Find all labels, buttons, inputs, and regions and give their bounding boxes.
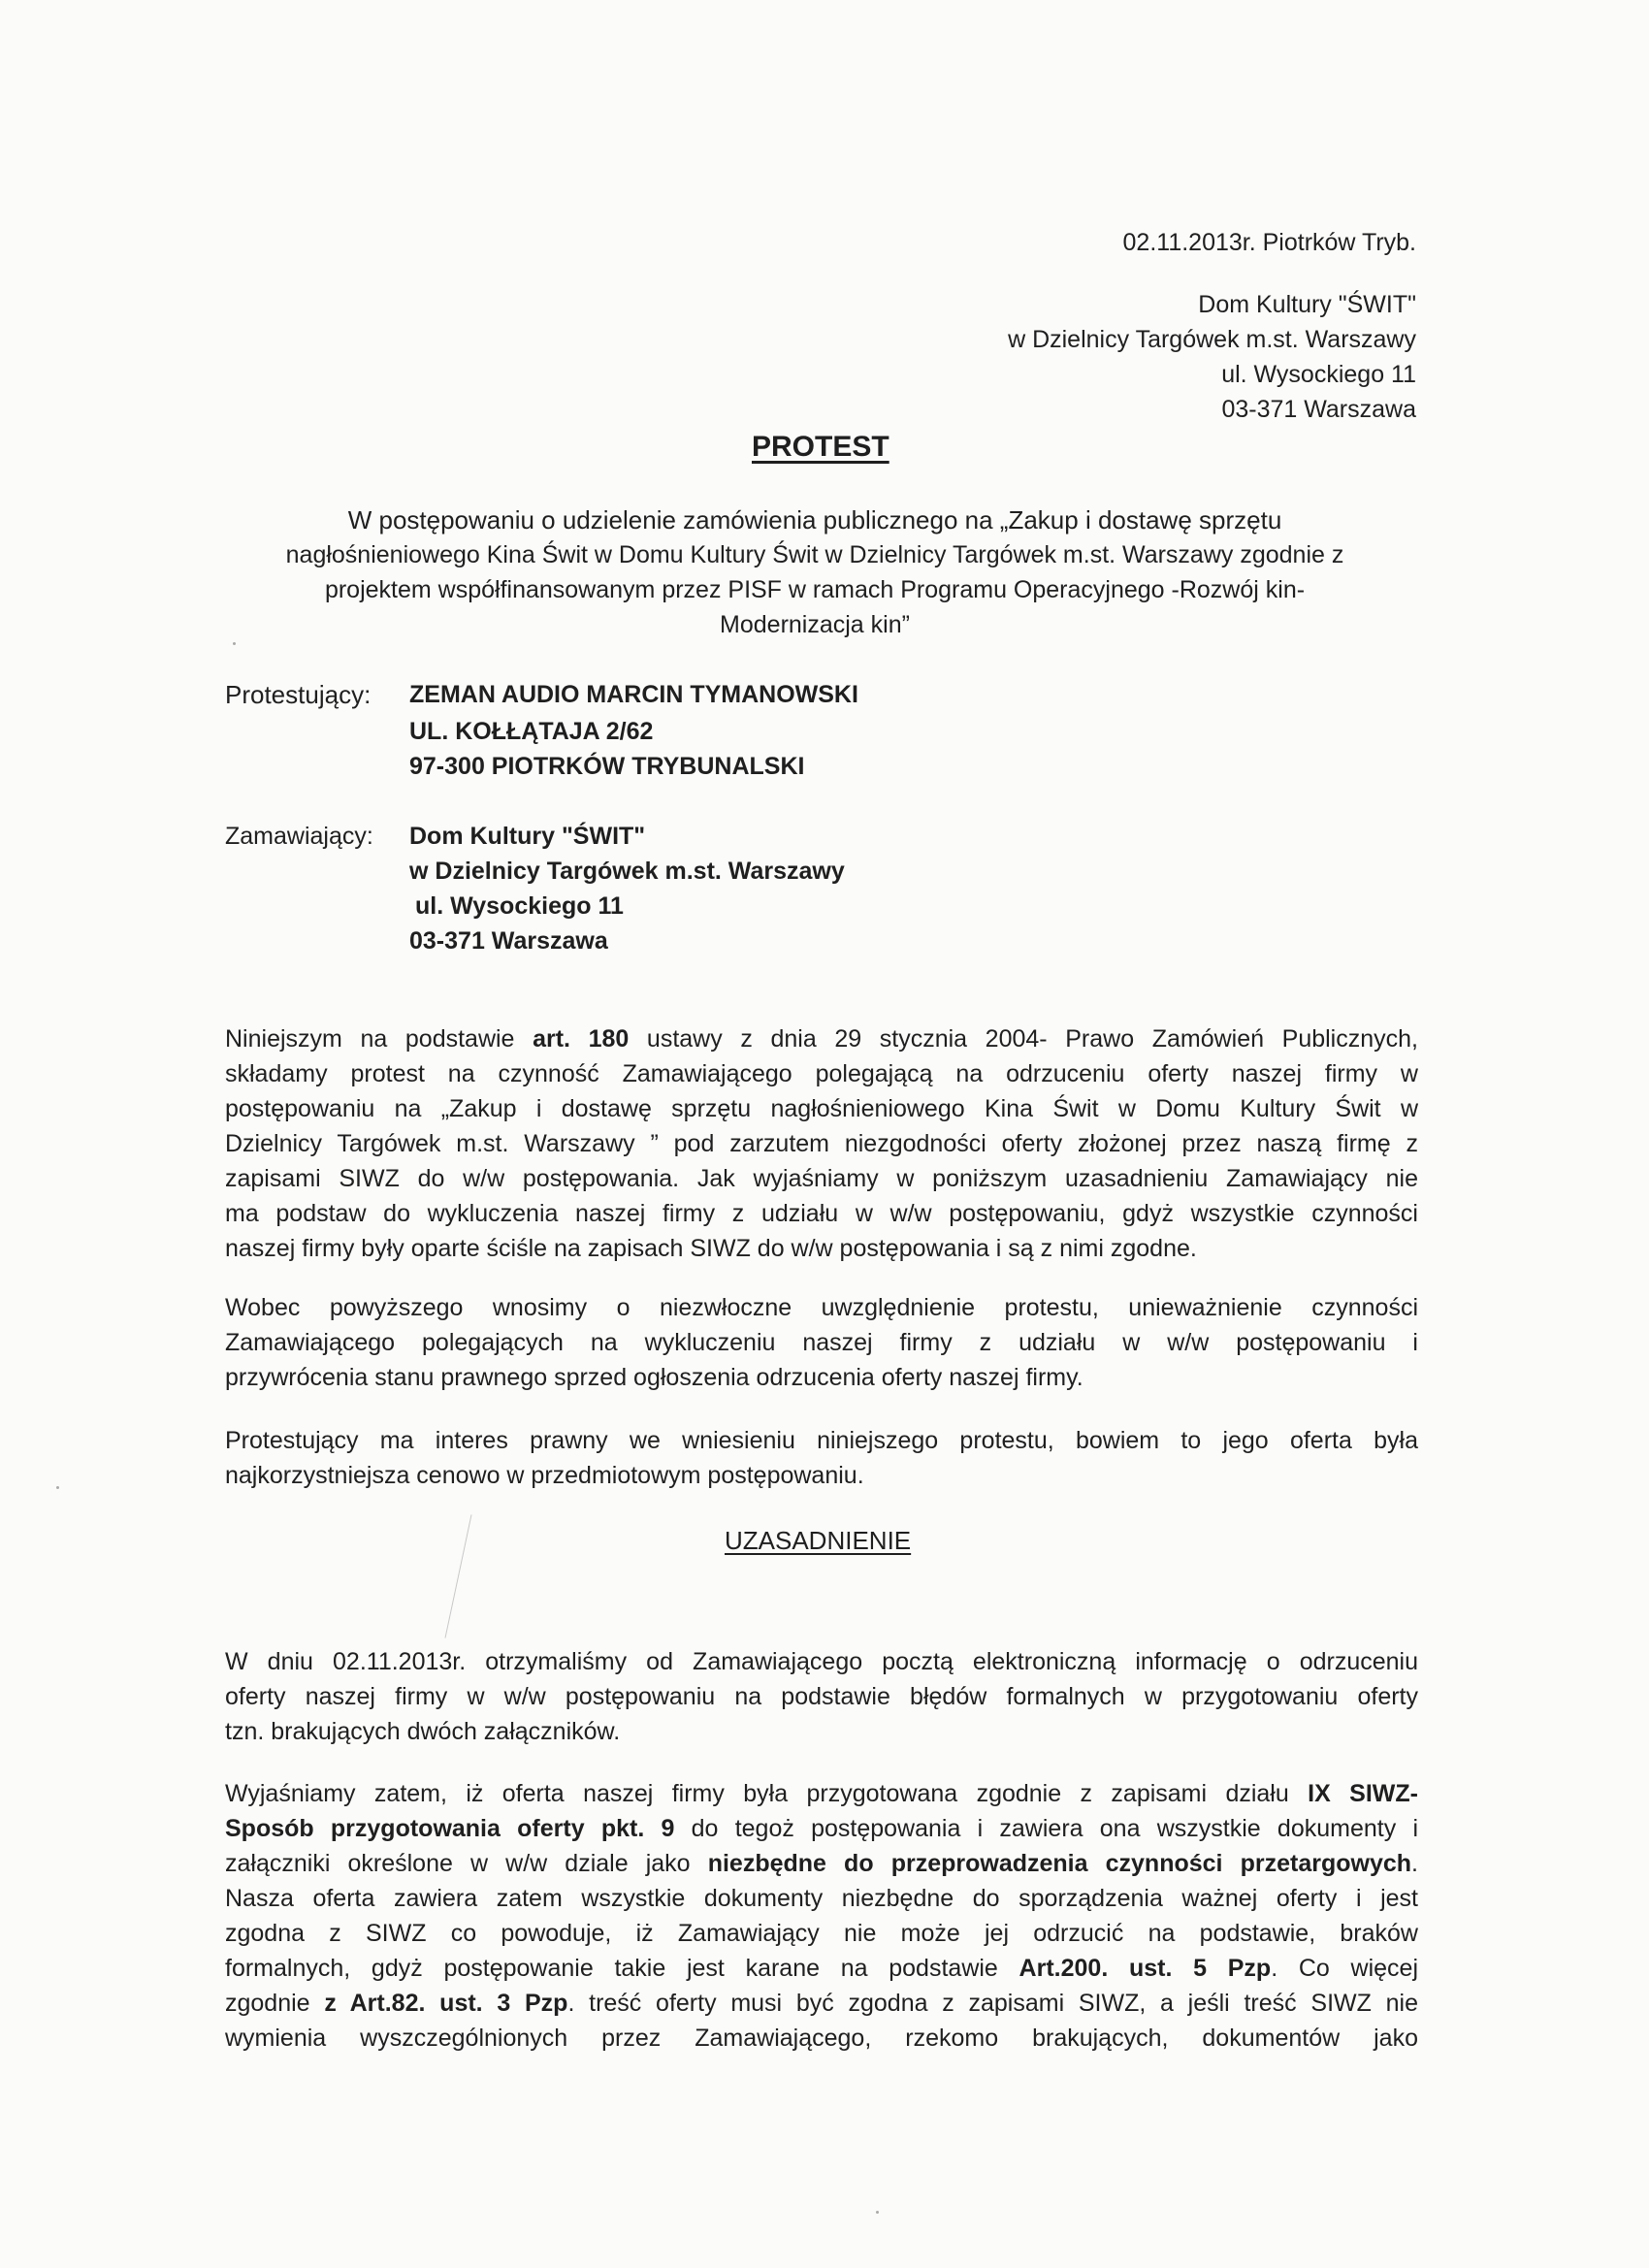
recipient-line: 03-371 Warszawa — [1221, 396, 1416, 423]
subject-line: nagłośnieniowego Kina Świt w Domu Kultury Świt w Dzielnicy Targówek m.st. Warszawy zgodnie z — [285, 541, 1344, 568]
paragraph-line: zgodna z SIWZ co powoduje, iż Zamawiający nie może jej odrzucić na podstawie, braków — [225, 1920, 1418, 1947]
protester-city: 97-300 PIOTRKÓW TRYBUNALSKI — [409, 753, 805, 780]
paragraph-line: postępowaniu na „Zakup i dostawę sprzętu nagłośnieniowego Kina Świt w Domu Kultury Świt w — [225, 1095, 1418, 1122]
justification-heading: UZASADNIENIE — [725, 1526, 912, 1555]
paragraph-line: Dzielnicy Targówek m.st. Warszawy ” pod zarzutem niezgodności oferty złożonej przez naszą firmę z — [225, 1130, 1418, 1157]
paragraph-line: Wobec powyższego wnosimy o niezwłoczne uwzględnienie protestu, unieważnienie czynności — [225, 1294, 1418, 1321]
paragraph-line: Nasza oferta zawiera zatem wszystkie dokumenty niezbędne do sporządzenia ważnej oferty i jest — [225, 1885, 1418, 1912]
paragraph-line: przywrócenia stanu prawnego sprzed ogłoszenia odrzucenia oferty naszej firmy. — [225, 1364, 1083, 1391]
paragraph-line: naszej firmy były oparte ściśle na zapisach SIWZ do w/w postępowania i są z nimi zgodne. — [225, 1235, 1197, 1262]
paragraph-line: ma podstaw do wykluczenia naszej firmy z udziału w w/w postępowaniu, gdyż wszystkie czynności — [225, 1200, 1418, 1227]
paragraph-line: Sposób przygotowania oferty pkt. 9 do tegoż postępowania i zawiera ona wszystkie dokumenty i — [225, 1815, 1418, 1842]
scan-mark — [444, 1514, 471, 1637]
paragraph-line: Protestujący ma interes prawny we wniesieniu niniejszego protestu, bowiem to jego oferta była — [225, 1427, 1418, 1454]
paragraph-line: wymienia wyszczególnionych przez Zamawiającego, rzekomo brakujących, dokumentów jako — [225, 2025, 1418, 2052]
paragraph-line: zapisami SIWZ do w/w postępowania. Jak wyjaśniamy w poniższym uzasadnieniu Zamawiający nie — [225, 1165, 1418, 1192]
paragraph-line: Wyjaśniamy zatem, iż oferta naszej firmy była przygotowana zgodnie z zapisami działu IX SIWZ- — [225, 1780, 1418, 1807]
protester-label: Protestujący: — [225, 680, 372, 709]
recipient-line: w Dzielnicy Targówek m.st. Warszawy — [1008, 326, 1416, 353]
scan-speck — [876, 2211, 879, 2214]
subject-line: Modernizacja kin” — [720, 611, 910, 638]
paragraph-line: Zamawiającego polegających na wykluczeniu naszej firmy z udziału w w/w postępowaniu i — [225, 1329, 1418, 1356]
recipient-line: ul. Wysockiego 11 — [1221, 361, 1416, 388]
subject-line: W postępowaniu o udzielenie zamówienia publicznego na „Zakup i dostawę sprzętu — [347, 505, 1282, 535]
paragraph-line: załączniki określone w w/w dziale jako niezbędne do przeprowadzenia czynności przetargowych. — [225, 1850, 1418, 1877]
date-place: 02.11.2013r. Piotrków Tryb. — [1122, 229, 1416, 256]
contracting-line: 03-371 Warszawa — [409, 927, 608, 955]
scan-speck — [233, 642, 236, 645]
contracting-line: ul. Wysockiego 11 — [415, 892, 624, 920]
paragraph-interest — [225, 1423, 1418, 1493]
paragraph-line: Niniejszym na podstawie art. 180 ustawy z dnia 29 stycznia 2004- Prawo Zamówień Publicznych, — [225, 1025, 1418, 1053]
contracting-line: Dom Kultury "ŚWIT" — [409, 823, 646, 850]
scan-speck — [56, 1486, 59, 1489]
paragraph-line: W dniu 02.11.2013r. otrzymaliśmy od Zamawiającego pocztą elektroniczną informację o odrzuceniu — [225, 1648, 1418, 1675]
paragraph-line: składamy protest na czynność Zamawiającego polegającą na odrzuceniu oferty naszej firmy w — [225, 1060, 1418, 1087]
paragraph-protest — [225, 1021, 1418, 1266]
paragraph-line: formalnych, gdyż postępowanie takie jest karane na podstawie Art.200. ust. 5 Pzp. Co więcej — [225, 1955, 1419, 1982]
protester-address: UL. KOŁŁĄTAJA 2/62 — [409, 718, 654, 745]
paragraph-line: tzn. brakujących dwóch załączników. — [225, 1718, 621, 1745]
contracting-line: w Dzielnicy Targówek m.st. Warszawy — [409, 858, 845, 885]
document-title: PROTEST — [752, 431, 889, 463]
paragraph-explanation — [225, 1776, 1418, 2056]
recipient-line: Dom Kultury "ŚWIT" — [1198, 291, 1416, 318]
protester-name: ZEMAN AUDIO MARCIN TYMANOWSKI — [409, 681, 858, 708]
paragraph-notice — [225, 1644, 1418, 1749]
subject-block — [194, 502, 1436, 642]
contracting-label: Zamawiający: — [225, 823, 373, 850]
paragraph-line: najkorzystniejsza cenowo w przedmiotowym postępowaniu. — [225, 1462, 864, 1489]
paragraph-line: oferty naszej firmy w w/w postępowaniu na podstawie błędów formalnych w przygotowaniu oferty — [225, 1683, 1418, 1710]
paragraph-line: zgodnie z Art.82. ust. 3 Pzp. treść oferty musi być zgodna z zapisami SIWZ, a jeśli treść SIWZ nie — [225, 1990, 1418, 2017]
paragraph-request — [225, 1290, 1418, 1395]
subject-line: projektem współfinansowanym przez PISF w ramach Programu Operacyjnego -Rozwój kin- — [324, 576, 1306, 603]
